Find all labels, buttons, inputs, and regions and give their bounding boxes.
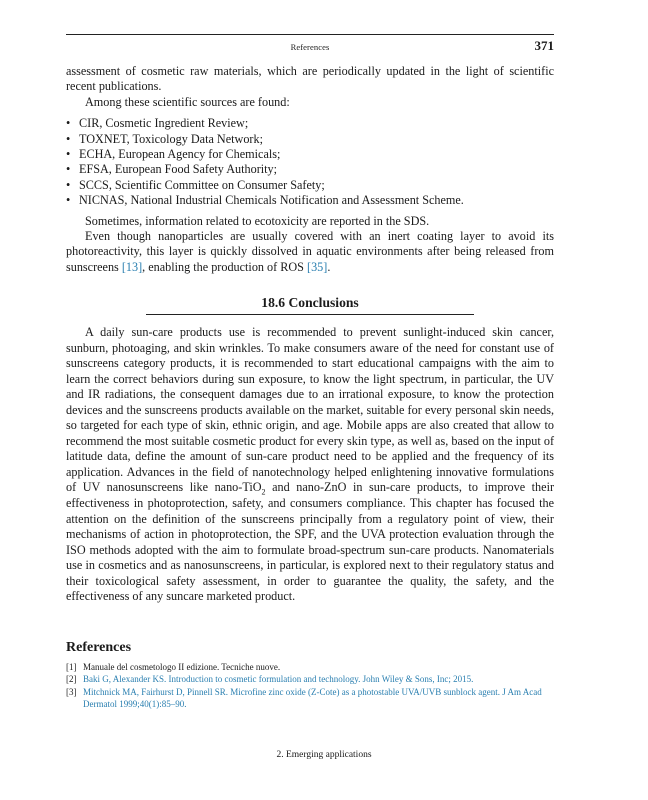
bullet-icon: • (66, 147, 71, 162)
bullet-icon: • (66, 162, 71, 177)
conclusions-text-1: A daily sun-care products use is recommended to prevent sunlight-induced skin cancer, sunburn, photoaging, and skin wrinkles. To make consumers aware of the need for constant use of sunscreens category products, it is recommended to start educational campaigns with the aim to learn the correct behaviors during sun exposure, to know the light spectrum, in particular, the UV and IR radiations, the consequent damages due to an irrational exposure, to know the protection devices and the sunscreens products available on the market, suitable for every personal skin needs, so targeted for each type of skin, ethnic origin, and age. Mobile apps are also created that allow to recommend the most suitable cosmetic product for every skin type, as well as, based on the input of latitude data, define the amount of sun-care product need to be applied and the frequency of its application. Advances in the field of nanotechnology helped enlightening innovative formulations of UV nanosunscreens like nano-TiO (66, 325, 554, 495)
running-title: References (290, 42, 330, 52)
conclusions-paragraph (66, 325, 554, 605)
list-item-text: TOXNET, Toxicology Data Network; (79, 131, 263, 146)
nanoparticles-text: Even though nanoparticles are usually covered with an inert coating layer to avoid its photoreactivity, this layer is quickly dissolved in aquatic environments after being released from sunscreens (66, 229, 554, 274)
list-item-text: CIR, Cosmetic Ingredient Review; (79, 116, 249, 131)
nanoparticles-text-end: . (327, 259, 331, 274)
bullet-icon: • (66, 116, 71, 131)
list-item-text: ECHA, European Agency for Chemicals; (79, 147, 281, 162)
intro-paragraph: assessment of cosmetic raw materials, which are periodically updated in the light of scientific recent publications. (66, 64, 554, 94)
list-item (66, 178, 554, 193)
citation-link-35[interactable]: [35] (307, 259, 328, 274)
list-item-text: SCCS, Scientific Committee on Consumer Safety; (79, 177, 325, 192)
list-item-text: NICNAS, National Industrial Chemicals Notification and Assessment Scheme. (79, 193, 464, 208)
citation-link-13[interactable]: [13] (121, 259, 143, 274)
bullet-icon: • (66, 177, 71, 192)
ecotoxicity-paragraph: Sometimes, information related to ecotoxicity are reported in the SDS. (85, 213, 430, 228)
nanoparticles-text-mid: , enabling the production of ROS (142, 259, 308, 274)
main-text (66, 64, 554, 275)
conclusions-section (66, 325, 554, 605)
bullet-icon: • (66, 193, 71, 208)
page-header (66, 34, 554, 57)
references-list (66, 661, 554, 711)
reference-number: [1] (66, 662, 77, 672)
sources-intro: Among these scientific sources are found: (85, 94, 290, 109)
page-number: 371 (534, 38, 554, 53)
nanoparticles-paragraph (66, 229, 554, 275)
sources-list (66, 116, 554, 208)
reference-item (66, 673, 554, 685)
reference-item (66, 686, 554, 711)
list-item (66, 162, 554, 177)
list-item (66, 132, 554, 147)
reference-link[interactable]: Mitchnick MA, Fairhurst D, Pinnell SR. Microfine zinc oxide (Z-Cote) as a photostable UVA/UVB sunblock agent. J Am Acad Dermatol 1999;40(1):85–90. (83, 686, 542, 710)
list-item (66, 116, 554, 131)
bullet-icon: • (66, 131, 71, 146)
subscript-2: 2 (261, 487, 266, 497)
reference-number: [2] (66, 674, 77, 685)
page-footer: 2. Emerging applications (276, 750, 372, 760)
list-item (66, 193, 554, 208)
list-item (66, 147, 554, 162)
section-heading: 18.6 Conclusions (146, 295, 474, 315)
reference-text: Manuale del cosmetologo II edizione. Tecniche nuove. (83, 662, 281, 672)
reference-number: [3] (66, 686, 77, 697)
reference-link[interactable]: Baki G, Alexander KS. Introduction to cosmetic formulation and technology. John Wiley & Sons, Inc; 2015. (83, 674, 474, 685)
list-item-text: EFSA, European Food Safety Authority; (79, 162, 278, 177)
reference-item (66, 661, 554, 673)
conclusions-text-2: and nano-ZnO in sun-care products, to improve their effectiveness in photoprotection, safety, and consumers compliance. This chapter has focused the attention on the definition of the sunscreens principally from a regulatory point of view, their mechanisms of action in photoprotection, the SPF, and the UVA protection evaluation through the ISO methods adopted with the aim to formulate broad-spectrum sun-care products. Nanomaterials use in cosmetics and as nanosunscreens, in particular, is explored next to their regulatory status and their toxicological safety assessment, in order to guarantee the quality, the safety, and the effectiveness of any suncare marketed product. (66, 480, 555, 604)
references-heading: References (66, 640, 132, 655)
